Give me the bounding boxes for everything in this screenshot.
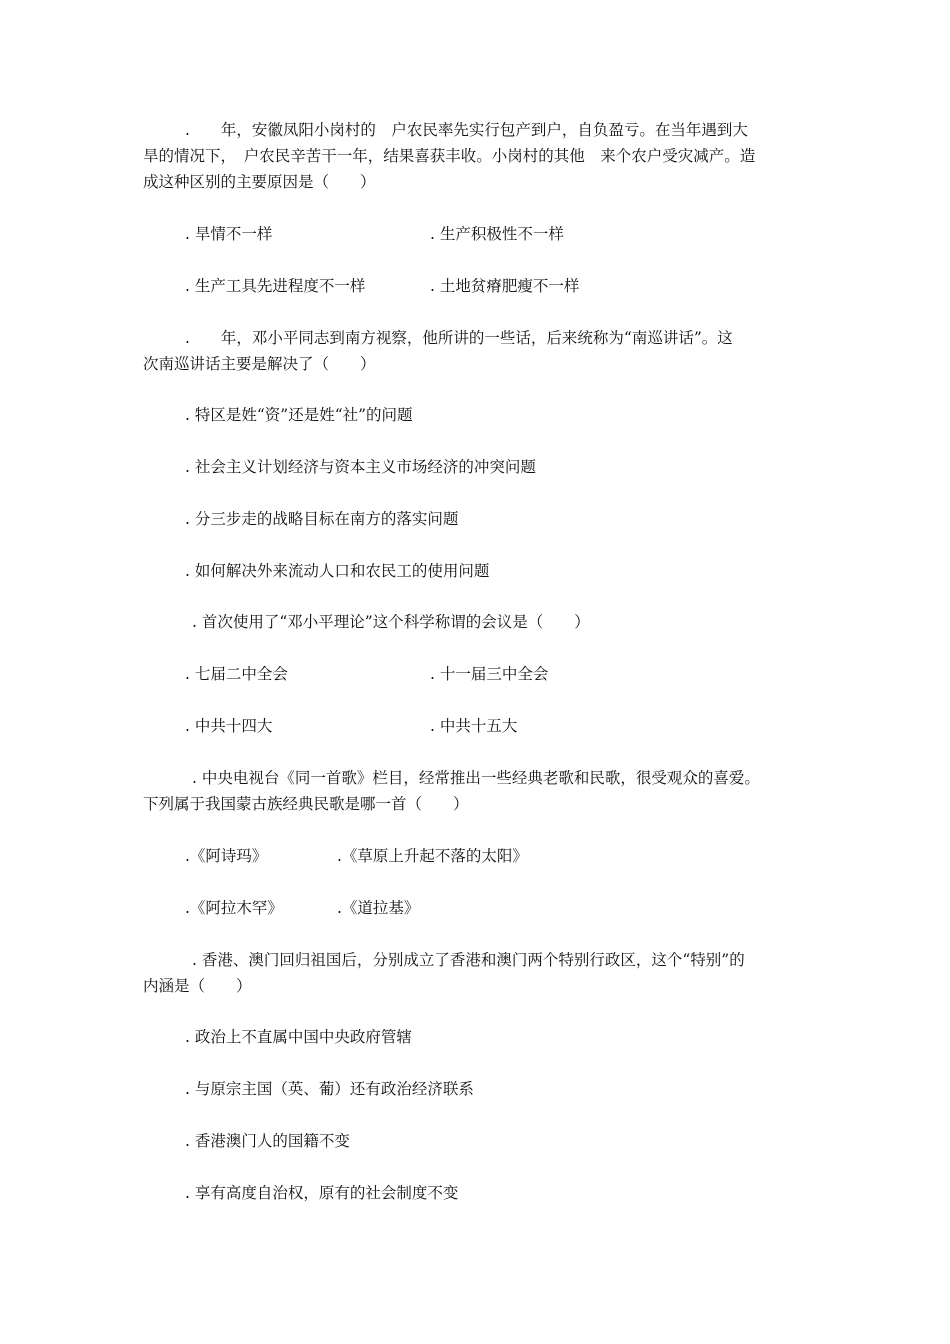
question-2-option-d: . 如何解决外来流动人口和农民工的使用问题: [185, 562, 490, 580]
question-3-option-b: . 十一届三中全会: [430, 665, 549, 683]
question-1-stem-line-3: 成这种区别的主要原因是（ ）: [143, 173, 376, 191]
question-5-option-b: . 与原宗主国（英、葡）还有政治经济联系: [185, 1080, 474, 1098]
question-4-stem-line-2: 下列属于我国蒙古族经典民歌是哪一首（ ）: [143, 795, 469, 813]
question-2-option-c: . 分三步走的战略目标在南方的落实问题: [185, 510, 459, 528]
question-5-option-c: . 香港澳门人的国籍不变: [185, 1132, 350, 1150]
question-1-option-c: . 生产工具先进程度不一样: [185, 277, 366, 295]
question-2-stem-line-2: 次南巡讲话主要是解决了（ ）: [143, 355, 376, 373]
question-4-option-c: .《阿拉木罕》: [185, 899, 283, 917]
question-5-option-d: . 享有高度自治权，原有的社会制度不变: [185, 1184, 459, 1202]
question-3-stem-line-1: . 首次使用了“邓小平理论”这个科学称谓的会议是（ ）: [192, 613, 590, 631]
question-1-option-b: . 生产积极性不一样: [430, 225, 564, 243]
question-5-stem-line-2: 内涵是（ ）: [143, 977, 252, 995]
question-3-option-d: . 中共十五大: [430, 717, 518, 735]
question-5-option-a: . 政治上不直属中国中央政府管辖: [185, 1028, 412, 1046]
question-4-option-d: .《道拉基》: [337, 899, 420, 917]
question-5-stem-line-1: . 香港、澳门回归祖国后，分别成立了香港和澳门两个特别行政区，这个“特别”的: [192, 951, 745, 969]
question-3-option-a: . 七届二中全会: [185, 665, 288, 683]
question-1-stem-line-1: . 年，安徽凤阳小岗村的 户农民率先实行包产到户，自负盈亏。在当年遇到大: [185, 121, 748, 139]
question-2-option-a: . 特区是姓“资”还是姓“社”的问题: [185, 406, 413, 424]
question-1-option-a: . 旱情不一样: [185, 225, 273, 243]
question-1-stem-line-2: 旱的情况下， 户农民辛苦干一年，结果喜获丰收。小岗村的其他 来个农户受灾减产。造: [143, 147, 756, 165]
question-2-option-b: . 社会主义计划经济与资本主义市场经济的冲突问题: [185, 458, 536, 476]
question-4-option-a: .《阿诗玛》: [185, 847, 268, 865]
question-4-stem-line-1: . 中央电视台《同一首歌》栏目，经常推出一些经典老歌和民歌，很受观众的喜爱。: [192, 769, 760, 787]
question-3-option-c: . 中共十四大: [185, 717, 273, 735]
question-1-option-d: . 土地贫瘠肥瘦不一样: [430, 277, 580, 295]
question-2-stem-line-1: . 年，邓小平同志到南方视察，他所讲的一些话，后来统称为“南巡讲话”。这: [185, 329, 733, 347]
question-4-option-b: .《草原上升起不落的太阳》: [337, 847, 528, 865]
